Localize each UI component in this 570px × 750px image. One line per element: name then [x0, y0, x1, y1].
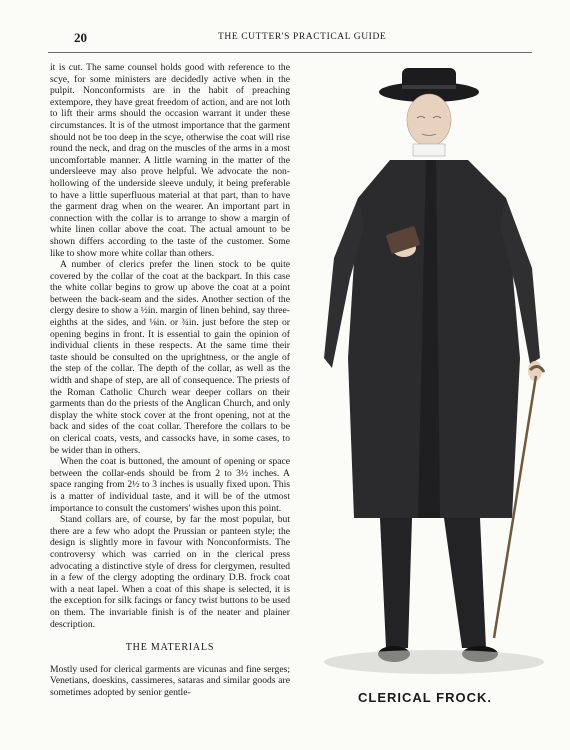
running-title: THE CUTTER'S PRACTICAL GUIDE: [218, 32, 387, 42]
paragraph-1: it is cut. The same counsel holds good with reference to the scye, for some ministers are decidedly active when in the pulpit. Nonconformists are in the habit of preaching extempore, they have great freedom of action, and are not loth to lift their arms should the occasion warrant it under these circumstances. It is of the utmost importance that the garment should not be too deep in the scye, otherwise the coat will rise round the neck, and drag on the muscles of the arms in a most uncomfortable manner. A little warning in the matter of the undersleeve may also prove helpful. We advocate the non-hollowing of the underside sleeve unduly, it being preferable to have a little superfluous material at that part, than to have the garment drag when on the wearer. An important part in connection with the collar is to arrange to show a margin of white linen collar above the coat. The actual amount to be shown differs according to the taste of the customer. Some like to show more white collar than others.: [50, 62, 290, 259]
page-header: [48, 30, 528, 48]
section-heading-materials: THE MATERIALS: [125, 642, 215, 654]
header-rule: [48, 52, 532, 53]
page-number: 20: [74, 30, 87, 45]
paragraph-4: Stand collars are, of course, by far the most popular, but there are a few who adopt the Prussian or panteen style; the design is slightly more in favour with Nonconformists. The controversy which was carried on in the clerical press advocating a distinctive style of dress for clergymen, resulted in a few of the clergy adopting the ordinary D.B. frock coat with a neat lapel. When a coat of this shape is selected, it is the exception for silk facings or fancy twist buttons to be used on them. The invariable finish is of the neater and plainer description.: [50, 514, 290, 630]
paragraph-3: When the coat is buttoned, the amount of opening or space between the collar-ends should be from 2 to 3½ inches. A space ranging from 2½ to 3 inches is usually fixed upon. This is a matter of individual taste, and it will be of the utmost importance to consult the customers' wishes upon this point.: [50, 456, 290, 514]
paragraph-2: A number of clerics prefer the linen stock to be quite covered by the collar of the coat at the backpart. In this case the white collar begins to grow up above the coat at a point between the back-seam and the sides. Another section of the clergy desire to show a ½in. margin of linen behind, say three-eighths at the sides, and ⅛in. or ¾in. just before the step or opening begins in front. It is essential to gain the opinion of individual clients in these respects. At the same time their taste should be consulted on the uprightness, or the angle of the step of the collar. The depth of the collar, as well as the width and shape of step, are all of consequence. The priests of the Roman Catholic Church wear deeper collars on their garments than do the priests of the Anglican Church, and only display the white stock cover at the front opening, not at the back and sides of the coat collar. Therefore the collars to be on clerical coats, vests, and cassocks have, in some cases, to be wider than in others.: [50, 259, 290, 456]
clerical-frock-illustration: [294, 58, 570, 678]
materials-paragraph: Mostly used for clerical garments are vicunas and fine serges; Venetians, doeskins, cassimeres, sataras and similar goods are sometimes adopted by senior gentle-: [50, 663, 290, 698]
text-column: [50, 62, 290, 698]
figure-caption: CLERICAL FROCK.: [358, 690, 492, 705]
